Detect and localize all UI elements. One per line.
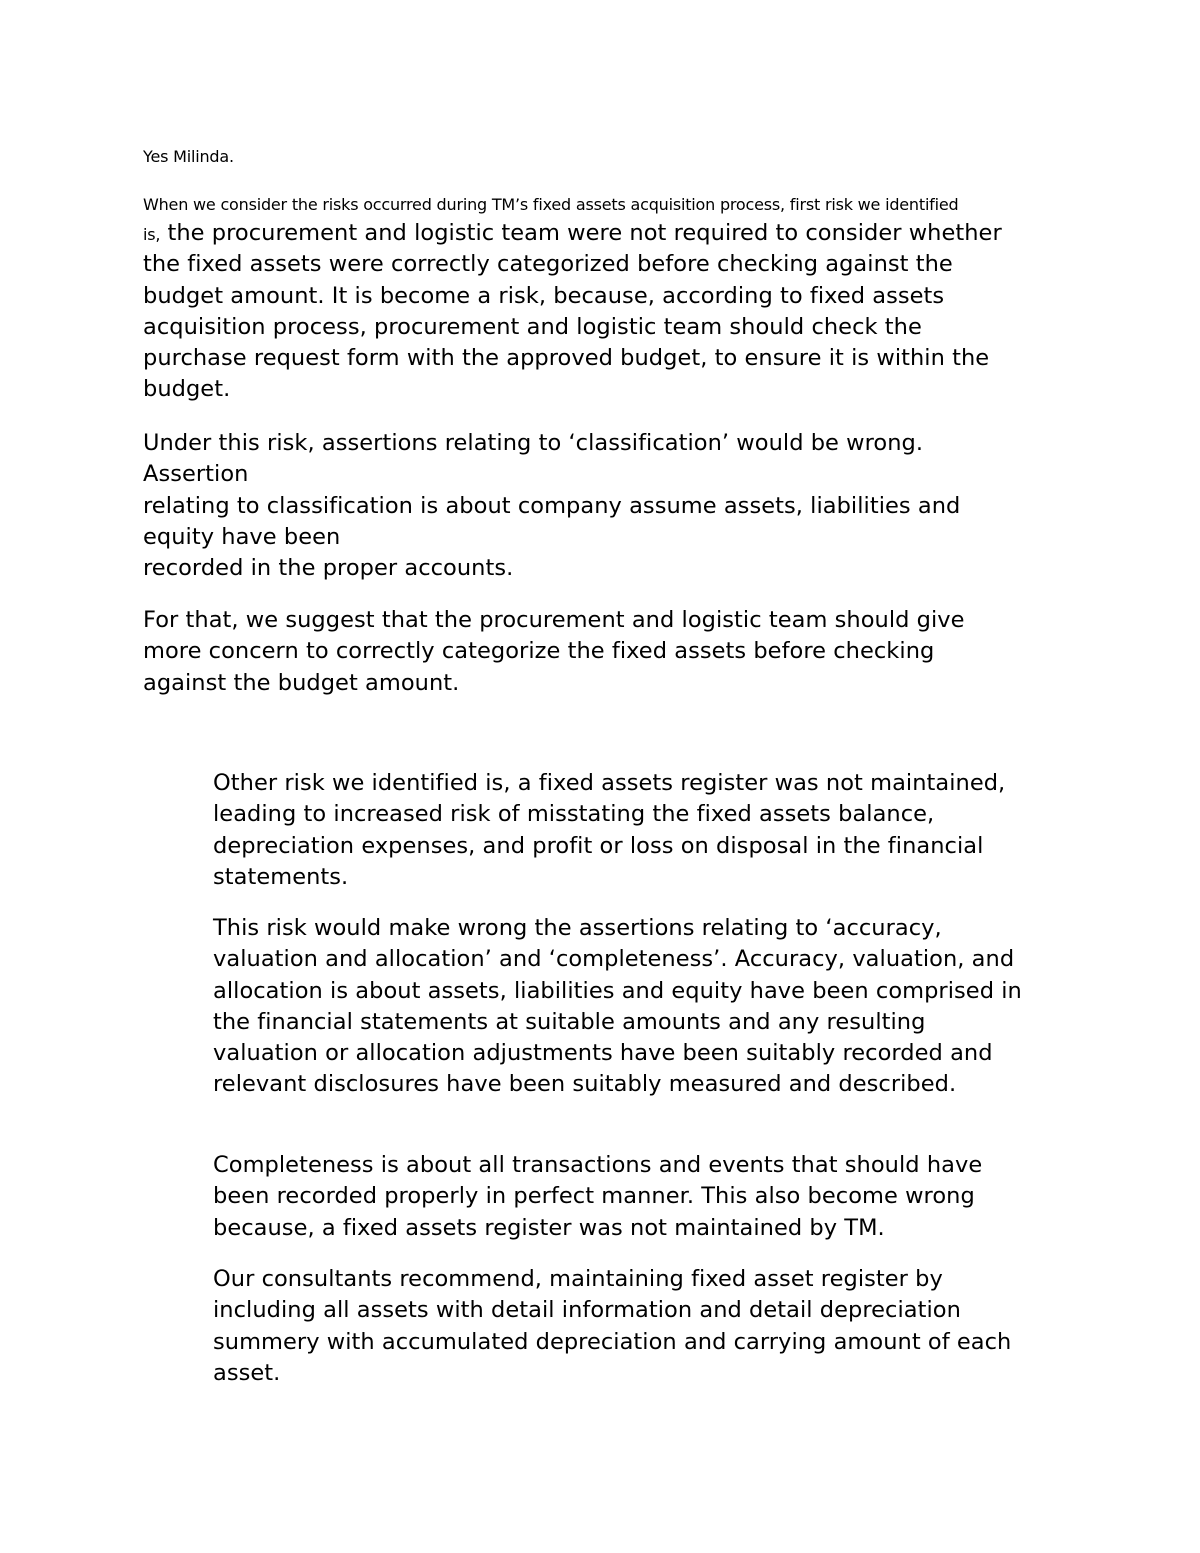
paragraph-suggestion	[143, 605, 965, 699]
paragraph-line: against the budget amount.	[143, 669, 460, 696]
paragraph-line: because, a fixed assets register was not maintained by TM.	[213, 1214, 885, 1241]
paragraph-line: the financial statements at suitable amounts and any resulting	[213, 1008, 926, 1035]
paragraph-line: statements.	[213, 863, 349, 890]
paragraph-line: valuation and allocation’ and ‘completeness’. Accuracy, valuation, and	[213, 946, 1015, 973]
paragraph-register-risk	[213, 768, 1005, 893]
paragraph-completeness	[213, 1150, 982, 1244]
paragraph-procurement-risk	[143, 194, 1002, 406]
paragraph-line: been recorded properly in perfect manner. This also become wrong	[213, 1183, 975, 1210]
paragraph-line: acquisition process, procurement and logistic team should check the	[143, 313, 922, 340]
paragraph-line: summery with accumulated depreciation and carrying amount of each	[213, 1328, 1012, 1355]
paragraph-line: purchase request form with the approved budget, to ensure it is within the	[143, 345, 990, 372]
paragraph-line: including all assets with detail information and detail depreciation	[213, 1297, 961, 1324]
inline-small-text: is,	[143, 225, 161, 244]
inline-big-text: the procurement and logistic team were not required to consider whether	[160, 220, 1002, 246]
paragraph-line: valuation or allocation adjustments have been suitably recorded and	[213, 1040, 993, 1067]
greeting-text: Yes Milinda.	[143, 147, 234, 166]
paragraph-line: relevant disclosures have been suitably measured and described.	[213, 1071, 957, 1098]
paragraph-accuracy-assertion	[213, 913, 1022, 1101]
paragraph-line: more concern to correctly categorize the fixed assets before checking	[143, 638, 935, 665]
paragraph-line: budget amount. It is become a risk, because, according to fixed assets	[143, 282, 945, 309]
greeting-line	[143, 146, 234, 168]
paragraph-line: relating to classification is about company assume assets, liabilities and	[143, 492, 961, 519]
paragraph-line: Other risk we identified is, a fixed assets register was not maintained,	[213, 770, 1006, 796]
paragraph-line: recorded in the proper accounts.	[143, 555, 514, 582]
paragraph-line: leading to increased risk of misstating the fixed assets balance,	[213, 801, 935, 828]
paragraph-line	[143, 218, 1002, 249]
paragraph-classification-assertion	[143, 428, 960, 584]
paragraph-line: equity have been	[143, 523, 341, 550]
paragraph-line: depreciation expenses, and profit or loss on disposal in the financial	[213, 832, 984, 859]
paragraph-line: Under this risk, assertions relating to ‘classification’ would be wrong.	[143, 430, 924, 456]
paragraph-line: When we consider the risks occurred during TM’s fixed assets acquisition process, first risk we identified	[143, 195, 959, 214]
paragraph-line: This risk would make wrong the assertions relating to ‘accuracy,	[213, 915, 942, 941]
paragraph-line: Our consultants recommend, maintaining fixed asset register by	[213, 1266, 943, 1292]
paragraph-line: allocation is about assets, liabilities and equity have been comprised in	[213, 977, 1022, 1004]
paragraph-line: Assertion	[143, 461, 249, 488]
paragraph-line: budget.	[143, 376, 231, 403]
paragraph-line: Completeness is about all transactions and events that should have	[213, 1152, 983, 1178]
paragraph-line: For that, we suggest that the procurement and logistic team should give	[143, 607, 965, 633]
paragraph-recommendation	[213, 1264, 1011, 1389]
paragraph-line: the fixed assets were correctly categorized before checking against the	[143, 251, 953, 278]
paragraph-line: asset.	[213, 1359, 281, 1386]
